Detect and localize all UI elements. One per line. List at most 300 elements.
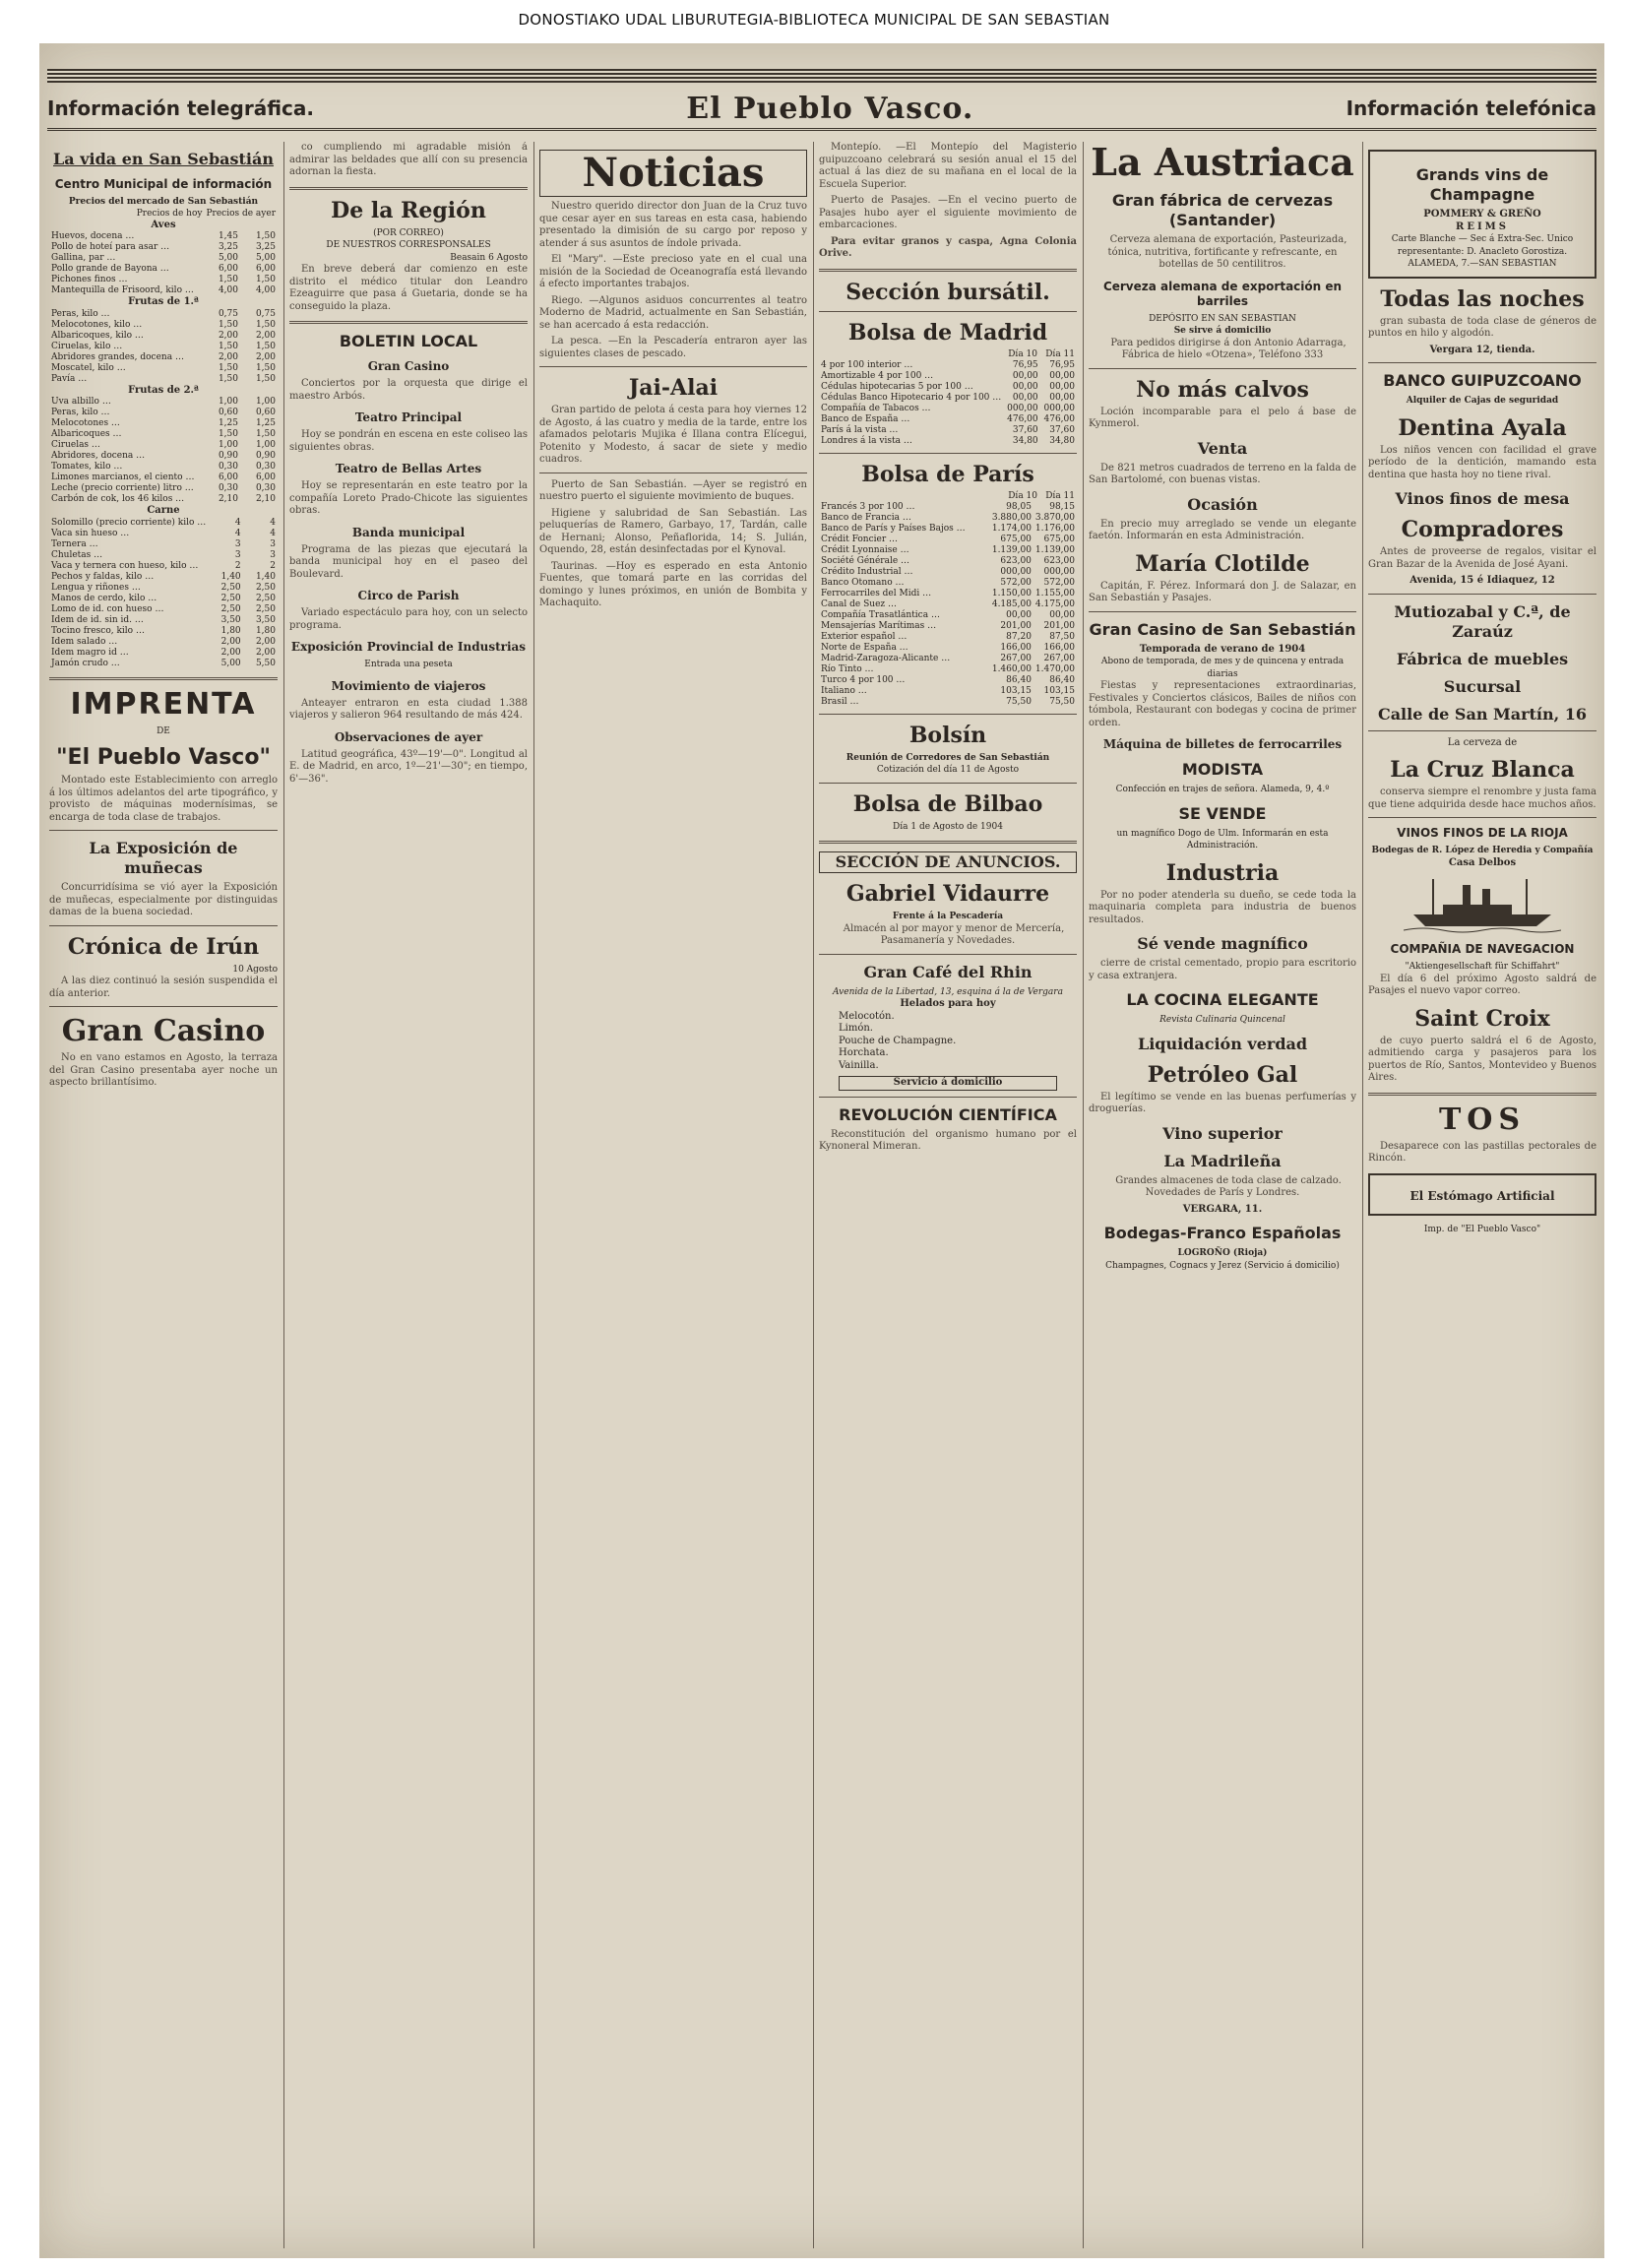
observaciones-text: Latitud geográfica, 43º—19'—0". Longitud al E. de Madrid, en arco, 1º—21'—30"; en tiempo, 6'—36". [289, 748, 528, 785]
modista-title: MODISTA [1181, 760, 1264, 779]
row-value: 2,50 [220, 593, 241, 603]
row-label: Ternera … [51, 538, 98, 549]
row-label: Crédit Lyonnaise … [821, 544, 909, 555]
tos-text: Desaparece con las pastillas pectorales de Rincón. [1368, 1140, 1597, 1164]
row-value: 2,10 [218, 494, 238, 504]
row-value: 1,50 [218, 275, 238, 284]
row-value: 75,50 [1006, 696, 1032, 707]
aves-table [49, 231, 278, 296]
table-row [49, 264, 278, 275]
row-label: Tomates, kilo … [51, 462, 123, 472]
column-4 [819, 142, 1077, 2248]
orive-text: Para evitar granos y caspa, Agna Colonia Orive. [819, 235, 1077, 259]
bursatil-title: Sección bursátil. [845, 279, 1050, 305]
austriaca-sub2: Cerveza alemana de exportación en barriles [1102, 279, 1343, 308]
table-row [49, 374, 278, 385]
row-value: 1,50 [255, 341, 276, 351]
cruz-pre: La cerveza de [1447, 736, 1518, 748]
aves-title: Aves [151, 219, 176, 230]
row-value: 86,40 [1006, 674, 1032, 685]
madrid-table [819, 360, 1077, 447]
austriaca-contact: Para pedidos dirigirse á don Antonio Adarraga, Fábrica de hielo «Otzena», Teléfono 333 [1110, 337, 1346, 360]
row-label: Vaca y ternera con hueso, kilo … [51, 560, 199, 571]
row-value: 00,00 [1049, 370, 1075, 381]
vidaurre-title: Gabriel Vidaurre [845, 881, 1050, 907]
column-2 [289, 142, 528, 2248]
row-label: Uva albillo … [51, 397, 111, 407]
row-value: 267,00 [1043, 653, 1075, 663]
row-value: 2,00 [218, 351, 238, 362]
bilbao-date: Día 1 de Agosto de 1904 [893, 821, 1003, 832]
table-row [49, 397, 278, 408]
madrilena-addr: VERGARA, 11. [1182, 1203, 1263, 1215]
row-value: 3,50 [220, 614, 241, 625]
row-value: 1,50 [218, 319, 238, 330]
table-row [49, 637, 278, 648]
row-value: 00,00 [1006, 609, 1032, 620]
table-row [49, 604, 278, 615]
toros-text: Taurinas. —Hoy es esperado en esta Antonio Fuentes, que tomará parte en las corridas del domingo y lunes próximos, en unión de Bombita y Machaquito. [539, 560, 807, 608]
row-value: 2,50 [255, 593, 276, 603]
row-value: 476,00 [1043, 413, 1075, 424]
row-label: Peras, kilo … [51, 308, 110, 319]
row-label: Lomo de id. con hueso … [51, 603, 164, 614]
table-row [819, 589, 1077, 599]
table-row [819, 524, 1077, 535]
row-label: Idem magro id … [51, 647, 129, 658]
venta-title: Venta [1197, 438, 1248, 458]
movimiento-title: Movimiento de viajeros [331, 678, 486, 693]
row-value: 5,00 [255, 253, 276, 263]
movimiento-text: Anteayer entraron en esta ciudad 1.388 viajeros y salieron 964 resultando de más 424. [289, 697, 528, 721]
row-value: 0,90 [255, 451, 276, 461]
region-sub: (POR CORREO) [373, 227, 444, 238]
row-value: 1,50 [255, 319, 276, 330]
mutio-title: Mutiozabal y C.ª, de Zaraúz [1394, 601, 1571, 641]
row-value: 1,00 [218, 397, 238, 407]
row-value: 6,00 [218, 472, 238, 482]
row-value: 572,00 [1000, 577, 1032, 588]
table-row [819, 513, 1077, 524]
pesca-text: La pesca. —En la Pescadería entraron ayer las siguientes clases de pescado. [539, 336, 807, 359]
row-value: 1,50 [218, 373, 238, 384]
petroleo-title: Petróleo Gal [1147, 1061, 1298, 1088]
vidaurre-text: Almacén al por mayor y menor de Mercería, Pasamanería y Novedades. [843, 922, 1065, 946]
ocasion-title: Ocasión [1187, 494, 1258, 514]
row-label: Jamón crudo … [51, 658, 120, 668]
masthead-rule [47, 69, 1597, 83]
table-row [49, 242, 278, 253]
puerto-text: Puerto de San Sebastián. —Ayer se registró en nuestro puerto el siguiente movimiento de buques. [539, 478, 807, 502]
table-row [819, 621, 1077, 632]
exposicion-title: La Exposición de muñecas [89, 839, 238, 877]
section-title: La vida en San Sebastián [53, 150, 274, 168]
row-label: Carbón de cok, los 46 kilos … [51, 494, 185, 504]
row-value: 00,00 [1012, 381, 1038, 392]
row-value: 0,90 [218, 451, 238, 461]
rhin-sub: Avenida de la Libertad, 13, esquina á la de Vergara [833, 986, 1063, 997]
row-value: 1,00 [218, 440, 238, 450]
row-label: Italiano … [821, 685, 867, 696]
row-value: 201,00 [1000, 620, 1032, 631]
row-value: 76,95 [1012, 359, 1038, 370]
row-value: 76,95 [1049, 359, 1075, 370]
croix-text: de cuyo puerto saldrá el 6 de Agosto, admitiendo carga y pasajeros para los puertos de Río, Santos, Montevideo y Buenos Aires. [1368, 1035, 1597, 1083]
row-label: París á la vista … [821, 424, 899, 435]
table-row [49, 320, 278, 331]
row-value: 1.150,00 [991, 588, 1032, 598]
row-label: Peras, kilo … [51, 408, 110, 417]
row-value: 5,50 [255, 658, 276, 668]
row-label: Norte de España … [821, 642, 908, 653]
row-value: 37,60 [1049, 424, 1075, 435]
table-row [49, 408, 278, 418]
circo-title: Circo de Parish [357, 589, 460, 602]
table-row [49, 231, 278, 242]
bolsin-date: Cotización del día 11 de Agosto [876, 765, 1020, 775]
row-value: 1,50 [218, 429, 238, 439]
row-label: Banco de España … [821, 413, 910, 424]
rhin-item: Melocotón. [839, 1010, 895, 1022]
sevende-text: un magnífico Dogo de Ulm. Informarán en esta Administración. [1116, 828, 1329, 850]
bodegas-title: Bodegas-Franco Españolas [1103, 1224, 1342, 1242]
row-value: 00,00 [1049, 609, 1075, 620]
jai-title: Jai-Alai [628, 375, 719, 401]
region-title: De la Región [331, 197, 486, 223]
champagne-city: REIMS [1456, 220, 1509, 232]
row-label: Banco de Francia … [821, 512, 911, 523]
row-value: 5,00 [218, 253, 238, 263]
row-value: 6,00 [255, 472, 276, 482]
row-label: Société Générale … [821, 555, 910, 566]
venta-text: De 821 metros cuadrados de terreno en la falda de San Bartolomé, con buenas vistas. [1089, 462, 1356, 485]
row-value: 1,40 [220, 571, 241, 582]
austriaca-domicilio: Se sirve á domicilio [1173, 326, 1272, 336]
col2-intro: co cumpliendo mi agradable misión á admirar las beldades que allí con su presencia adornan la fiesta. [289, 142, 528, 177]
row-value: 572,00 [1043, 577, 1075, 588]
row-value: 87,50 [1049, 631, 1075, 642]
paris-title: Bolsa de París [861, 461, 1034, 487]
table-row [819, 404, 1077, 414]
table-row [819, 360, 1077, 371]
sevende-title: SE VENDE [1178, 803, 1267, 823]
row-value: 0,30 [218, 483, 238, 493]
calvos-text: Loción incomparable para el pelo á base de Kynmerol. [1089, 406, 1356, 429]
row-value: 2 [270, 560, 276, 571]
mary-text: El "Mary". —Este precioso yate en el cual una misión de la Sociedad de Oceanografía está llevando á efecto importantes trabajos. [539, 254, 807, 289]
table-row [819, 686, 1077, 697]
table-row [819, 643, 1077, 654]
row-label: Huevos, docena … [51, 231, 135, 241]
expo-sub: Entrada una peseta [364, 660, 453, 669]
boletin-casino-text: Conciertos por la orquesta que dirige el maestro Arbós. [289, 378, 528, 402]
frutas2-title: Frutas de 2.ª [128, 384, 199, 396]
table-row [819, 664, 1077, 675]
ferrocarril-title: Máquina de billetes de ferrocarriles [1102, 737, 1343, 751]
imprenta-title: IMPRENTA [70, 686, 257, 722]
madrid-header: Día 10 Día 11 [1008, 348, 1075, 359]
imprenta-footer: Imp. de "El Pueblo Vasco" [1423, 1224, 1541, 1234]
row-label: Albaricoques, kilo … [51, 330, 144, 341]
mutio-addr: Calle de San Martín, 16 [1377, 704, 1588, 724]
table-row [49, 472, 278, 483]
estomago-title: El Estómago Artificial [1409, 1188, 1555, 1203]
table-row [819, 654, 1077, 664]
row-value: 4,00 [255, 285, 276, 295]
row-value: 98,05 [1006, 501, 1032, 512]
row-value: 1,25 [218, 418, 238, 428]
rhin-item: Limón. [839, 1023, 873, 1034]
row-label: Río Tinto … [821, 663, 874, 674]
row-value: 1.139,00 [1034, 544, 1075, 555]
row-label: Chuletas … [51, 549, 103, 560]
row-label: Exterior español … [821, 631, 908, 642]
row-value: 1.176,00 [1034, 523, 1075, 534]
row-label: Crédit Foncier … [821, 534, 899, 544]
row-value: 000,00 [1043, 566, 1075, 577]
row-value: 1,50 [255, 231, 276, 241]
row-value: 2,00 [255, 636, 276, 647]
champagne-title: Grands vins de Champagne [1415, 165, 1549, 204]
region-text: En breve deberá dar comienzo en este distrito el médico titular don Leandro Ezeaguirre que pasa á Guetaria, donde se ha conseguido la plaza. [289, 264, 528, 312]
row-label: Moscatel, kilo … [51, 362, 126, 373]
vinos-title: Vinos finos de mesa [1395, 489, 1570, 508]
rhin-title: Gran Café del Rhin [863, 962, 1033, 981]
row-value: 2,00 [255, 351, 276, 362]
noticias-title: Noticias [539, 150, 807, 197]
row-label: Pavía … [51, 373, 88, 384]
revolucion-text: Reconstitución del organismo humano por el Kynoneral Mimeran. [819, 1128, 1077, 1152]
cronica-text: A las diez continuó la sesión suspendida el día anterior. [49, 976, 278, 999]
vino-title: Vino superior [1162, 1123, 1283, 1143]
masthead-left: Información telegráfica. [47, 96, 314, 120]
row-value: 2,00 [218, 330, 238, 341]
cocina-sub: Revista Culinaria Quincenal [1159, 1015, 1285, 1025]
row-value: 86,40 [1049, 674, 1075, 685]
liquidacion-title: Liquidación verdad [1137, 1034, 1308, 1053]
row-label: Abridores grandes, docena … [51, 351, 184, 362]
row-value: 34,80 [1049, 435, 1075, 446]
row-value: 1.139,00 [991, 544, 1032, 555]
row-value: 1,50 [255, 275, 276, 284]
row-value: 166,00 [1043, 642, 1075, 653]
row-label: Idem de id. sin id. … [51, 614, 144, 625]
row-value: 623,00 [1000, 555, 1032, 566]
row-value: 201,00 [1043, 620, 1075, 631]
table-row [49, 626, 278, 637]
magnifico-title: Sé vende magnífico [1137, 934, 1308, 953]
row-value: 3,25 [255, 242, 276, 252]
row-label: Ferrocarriles del Midi … [821, 588, 932, 598]
table-row [49, 494, 278, 505]
region-place: Beasain 6 Agosto [450, 252, 528, 263]
noches-text: gran subasta de toda clase de géneros de puntos en hilo y algodón. [1368, 315, 1597, 339]
table-row [819, 535, 1077, 545]
bodegas-sub: LOGROÑO (Rioja) [1177, 1248, 1268, 1258]
row-value: 00,00 [1012, 392, 1038, 403]
ocasion-text: En precio muy arreglado se vende un elegante faetón. Informarán en esta Administración. [1089, 518, 1356, 541]
table-row [819, 502, 1077, 513]
bilbao-title: Bolsa de Bilbao [852, 790, 1043, 817]
mutio-sub: Fábrica de muebles [1396, 649, 1569, 668]
row-value: 0,60 [218, 408, 238, 417]
table-row [819, 556, 1077, 567]
austriaca-title: La Austriaca [1091, 142, 1354, 184]
imprenta-de: DE [157, 725, 170, 736]
row-value: 2,00 [220, 636, 241, 647]
row-value: 4.185,00 [991, 598, 1032, 609]
row-label: Leche (precio corriente) litro … [51, 483, 194, 493]
table-row [49, 342, 278, 352]
gcasino-title: Gran Casino de San Sebastián [1089, 619, 1356, 639]
table-row [49, 352, 278, 363]
teatro-title: Teatro Principal [354, 410, 463, 424]
row-value: 98,15 [1049, 501, 1075, 512]
table-row [49, 594, 278, 604]
row-value: 0,30 [218, 462, 238, 472]
row-value: 2 [234, 560, 241, 571]
row-value: 2,50 [220, 582, 241, 593]
table-row [819, 382, 1077, 393]
table-row [49, 572, 278, 583]
row-label: Melocotones … [51, 418, 120, 428]
row-label: Mensajerías Marítimas … [821, 620, 937, 631]
column-5 [1089, 142, 1356, 2248]
rioja-title: VINOS FINOS DE LA RIOJA [1397, 826, 1568, 840]
market-subtitle: Precios del mercado de San Sebastián [68, 197, 259, 207]
banda-text: Programa de las piezas que ejecutará la banda municipal hoy en el paseo del Boulevard. [289, 543, 528, 580]
table-row [49, 550, 278, 561]
petroleo-text: El legítimo se vende en las buenas perfumerías y droguerías. [1089, 1091, 1356, 1114]
row-value: 3,25 [218, 242, 238, 252]
row-label: Francés 3 por 100 … [821, 501, 915, 512]
row-value: 2,00 [255, 647, 276, 658]
row-value: 267,00 [1000, 653, 1032, 663]
row-value: 166,00 [1000, 642, 1032, 653]
anuncios-title: SECCIÓN DE ANUNCIOS. [819, 851, 1077, 873]
row-value: 675,00 [1043, 534, 1075, 544]
naveg-title: COMPAÑIA DE NAVEGACION [1390, 942, 1575, 956]
row-value: 000,00 [1007, 403, 1038, 413]
row-value: 1,50 [218, 341, 238, 351]
table-row [49, 440, 278, 451]
row-label: Melocotones, kilo … [51, 319, 143, 330]
champagne-sub: POMMERY & GREÑO [1423, 209, 1541, 220]
boletin-title: BOLETIN LOCAL [339, 332, 478, 350]
row-value: 1,40 [255, 571, 276, 582]
row-value: 3.870,00 [1034, 512, 1075, 523]
montepio-text: Montepío. —El Montepío del Magisterio guipuzcoano celebrará su sesión anual el 15 del actual á las diez de su mañana en el local de la Escuela Superior. [819, 142, 1077, 190]
row-label: Madrid-Zaragoza-Alicante … [821, 653, 951, 663]
row-label: Pechos y faldas, kilo … [51, 571, 155, 582]
row-value: 75,50 [1049, 696, 1075, 707]
austriaca-sub: Gran fábrica de cervezas (Santander) [1111, 191, 1334, 229]
table-row [819, 545, 1077, 556]
casino-title: Gran Casino [61, 1014, 266, 1048]
magnifico-text: cierre de cristal cementado, propio para escritorio y casa extranjera. [1089, 958, 1356, 981]
row-value: 2,00 [220, 647, 241, 658]
exposicion-text: Concurridísima se vió ayer la Exposición de muñecas, especialmente por distinguidas damas de la buena sociedad. [49, 882, 278, 917]
table-row [819, 425, 1077, 436]
newspaper-page [39, 43, 1604, 2258]
row-value: 623,00 [1043, 555, 1075, 566]
row-label: Pollo de hoteí para asar … [51, 242, 170, 252]
cronica-title: Crónica de Irún [67, 933, 260, 960]
cronica-date: 10 Agosto [232, 964, 278, 975]
table-row [49, 648, 278, 659]
masthead [47, 89, 1597, 131]
column-1 [49, 142, 278, 2248]
row-value: 4 [234, 517, 241, 528]
austriaca-text: Cerveza alemana de exportación, Pasteurizada, tónica, nutritiva, fortificante y refrescante, en botellas de 50 centilitros. [1107, 234, 1347, 270]
row-label: Vaca sin hueso … [51, 528, 130, 538]
table-row [49, 529, 278, 539]
carne-title: Carne [147, 505, 180, 516]
row-value: 2,50 [255, 603, 276, 614]
market-title: Centro Municipal de información [54, 177, 273, 191]
frutas2-table [49, 397, 278, 505]
row-value: 2,50 [220, 603, 241, 614]
champagne-ad [1368, 150, 1597, 279]
table-row [819, 610, 1077, 621]
row-value: 4 [270, 528, 276, 538]
row-value: 3.880,00 [991, 512, 1032, 523]
row-label: Lengua y riñones … [51, 582, 141, 593]
table-row [49, 583, 278, 594]
row-value: 675,00 [1000, 534, 1032, 544]
row-value: 4 [234, 528, 241, 538]
row-label: Ciruelas … [51, 440, 100, 450]
row-label: Gallina, par … [51, 253, 116, 263]
row-value: 3 [234, 549, 241, 560]
row-value: 1,50 [255, 373, 276, 384]
rhin-text: Helados para hoy [900, 998, 996, 1009]
madrilena-text: Grandes almacenes de toda clase de calzado. Novedades de París y Londres. [1115, 1174, 1342, 1198]
table-row [49, 451, 278, 462]
row-value: 1,80 [220, 625, 241, 636]
row-label: Pollo grande de Bayona … [51, 264, 169, 274]
row-value: 6,00 [218, 264, 238, 274]
row-label: Crédito Industrial … [821, 566, 913, 577]
riego-text: Riego. —Algunos asiduos concurrentes al teatro Moderno de Madrid, actualmente en San Sebastián, se han acercado á esta redacción. [539, 294, 807, 331]
bellas-text: Hoy se representarán en este teatro por la compañía Loreto Prado-Chicote las siguientes obras. [289, 480, 528, 516]
cruz-title: La Cruz Blanca [1390, 757, 1575, 783]
dentina-text: Los niños vencen con facilidad el grave período de la dentición, mamando esta dentina que hasta hoy no tiene rival. [1368, 444, 1597, 480]
row-value: 1,45 [218, 231, 238, 241]
table-row [819, 371, 1077, 382]
compradores-addr: Avenida, 15 é Idiaquez, 12 [1409, 575, 1555, 586]
table-row [819, 578, 1077, 589]
rhin-item: Horchata. [839, 1047, 889, 1058]
cocina-title: LA COCINA ELEGANTE [1126, 990, 1319, 1009]
rioja-sub: Bodegas de R. López de Heredia y Compañía [1371, 846, 1594, 855]
row-value: 1,50 [255, 362, 276, 373]
naveg-text: El día 6 del próximo Agosto saldrá de Pasajes el nuevo vapor correo. [1368, 973, 1597, 996]
row-label: Banco de París y Países Bajos … [821, 523, 966, 534]
row-value: 1,80 [255, 625, 276, 636]
row-value: 4.175,00 [1034, 598, 1075, 609]
row-label: Manos de cerdo, kilo … [51, 593, 157, 603]
row-label: Banco Otomano … [821, 577, 905, 588]
masthead-right: Información telefónica [1346, 96, 1597, 120]
table-row [49, 253, 278, 264]
dentina-title: Dentina Ayala [1398, 414, 1567, 441]
austriaca-deposito: DEPÓSITO EN SAN SEBASTIAN [1149, 313, 1296, 324]
row-value: 4,00 [218, 285, 238, 295]
frutas1-table [49, 309, 278, 385]
noches-addr: Vergara 12, tienda. [1429, 344, 1535, 355]
row-value: 000,00 [1000, 566, 1032, 577]
